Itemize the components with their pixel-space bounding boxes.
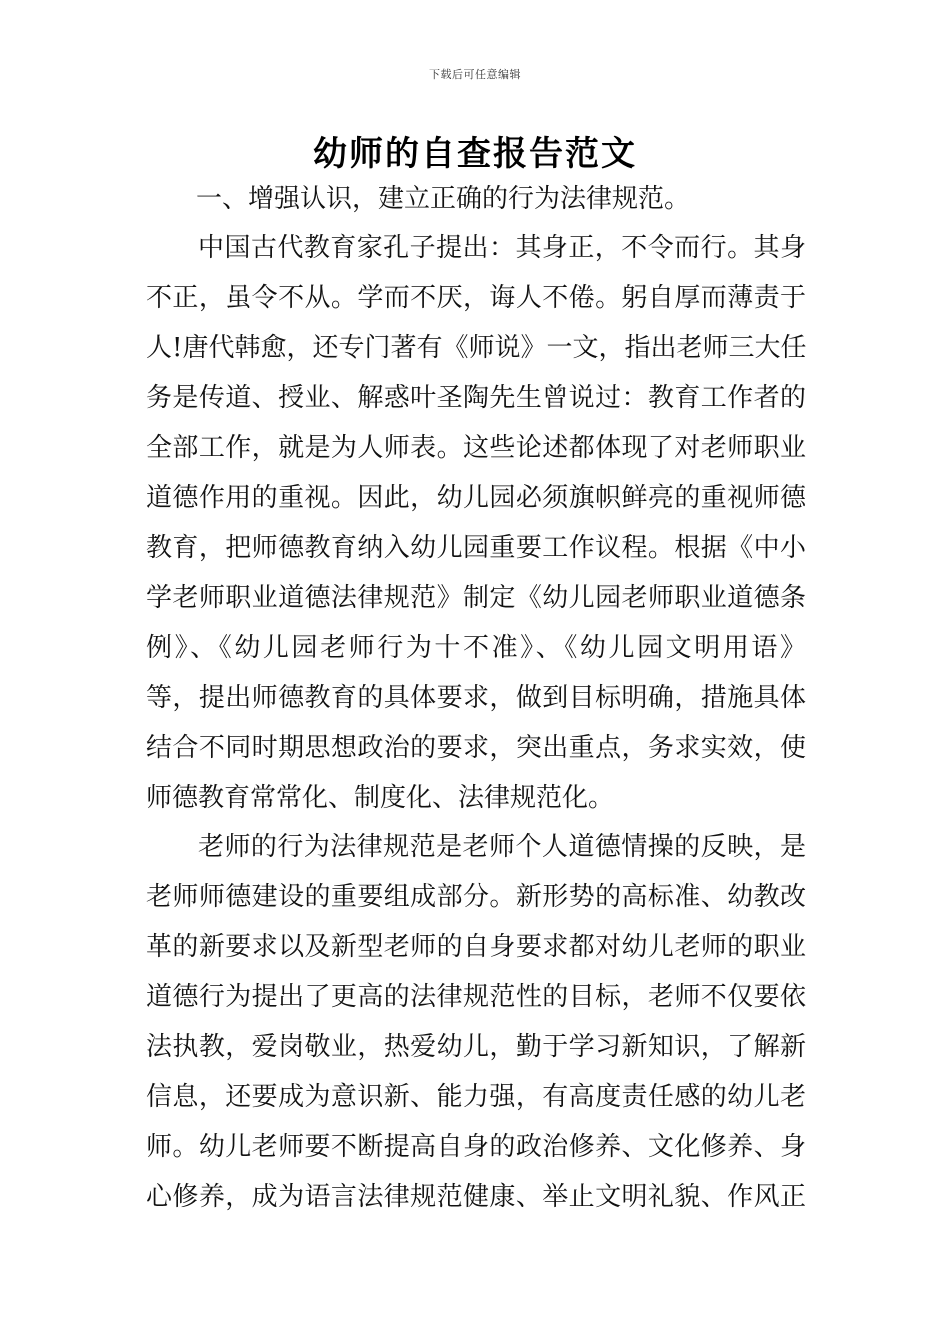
paragraph-2-line: 老师的行为法律规范是老师个人道德情操的反映，是 [198, 832, 806, 862]
paragraph-1-line: 中国古代教育家孔子提出：其身正，不令而行。其身 [198, 233, 806, 263]
page-header: 下载后可任意编辑 [429, 68, 521, 81]
paragraph-1-line: 全部工作，就是为人师表。这些论述都体现了对老师职业 [146, 433, 806, 463]
paragraph-2-line: 道德行为提出了更高的法律规范性的目标，老师不仅要依 [146, 982, 806, 1012]
paragraph-1-line: 务是传道、授业、解惑叶圣陶先生曾说过：教育工作者的 [146, 383, 806, 413]
paragraph-2-line: 心修养，成为语言法律规范健康、举止文明礼貌、作风正 [146, 1182, 806, 1212]
paragraph-1-line: 例》、《幼儿园老师行为十不准》、《幼儿园文明用语》 [146, 633, 806, 663]
paragraph-1-line: 不正，虽令不从。学而不厌，诲人不倦。躬自厚而薄责于 [146, 283, 806, 313]
document-title: 幼师的自查报告范文 [313, 134, 637, 174]
paragraph-2-line: 老师师德建设的重要组成部分。新形势的高标准、幼教改 [146, 882, 806, 912]
paragraph-1-line: 教育，把师德教育纳入幼儿园重要工作议程。根据《中小 [146, 533, 806, 563]
paragraph-2-line: 法执教，爱岗敬业，热爱幼儿，勤于学习新知识，了解新 [146, 1032, 806, 1062]
section-heading: 一、增强认识，建立正确的行为法律规范。 [196, 184, 691, 214]
paragraph-1-line: 等，提出师德教育的具体要求，做到目标明确，措施具体 [146, 683, 806, 713]
paragraph-1-line: 人!唐代韩愈，还专门著有《师说》一文，指出老师三大任 [146, 333, 807, 363]
paragraph-1-line: 道德作用的重视。因此，幼儿园必须旗帜鲜亮的重视师德 [146, 483, 806, 513]
paragraph-1-line: 学老师职业道德法律规范》制定《幼儿园老师职业道德条 [146, 583, 806, 613]
paragraph-2-line: 革的新要求以及新型老师的自身要求都对幼儿老师的职业 [146, 932, 806, 962]
paragraph-1-line: 结合不同时期思想政治的要求，突出重点，务求实效，使 [146, 733, 806, 763]
paragraph-2-line: 信息，还要成为意识新、能力强，有高度责任感的幼儿老 [146, 1082, 806, 1112]
paragraph-1-line: 师德教育常常化、制度化、法律规范化。 [146, 783, 615, 813]
paragraph-2-line: 师。幼儿老师要不断提高自身的政治修养、文化修养、身 [146, 1132, 806, 1162]
